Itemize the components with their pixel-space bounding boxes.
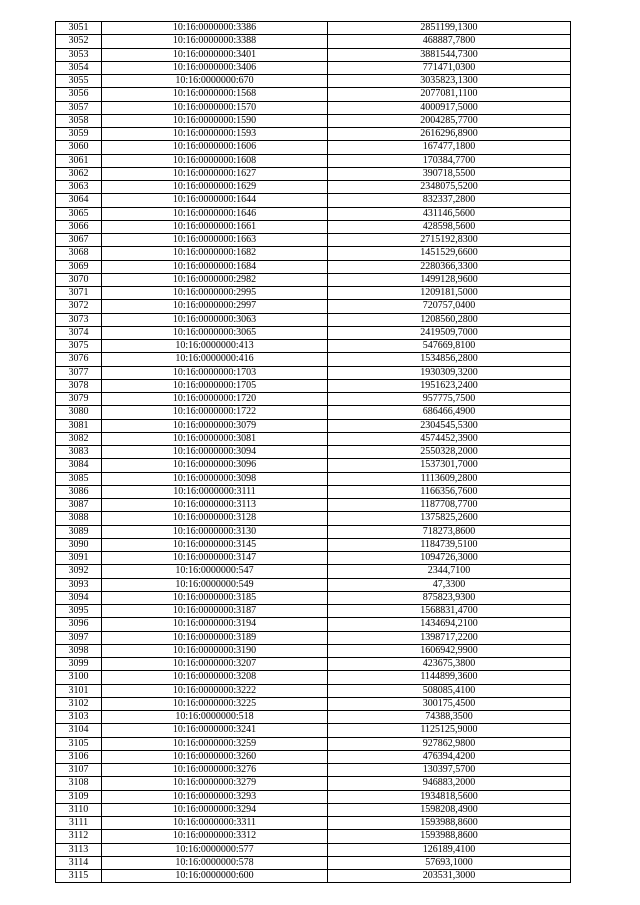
- cadastral-number-cell: 10:16:0000000:3063: [102, 313, 328, 326]
- table-row: [56, 406, 571, 419]
- row-number-cell: 3068: [56, 247, 102, 260]
- value-cell: 3881544,7300: [328, 48, 571, 61]
- value-cell: 1187708,7700: [328, 499, 571, 512]
- value-cell: 1166356,7600: [328, 485, 571, 498]
- table-row: [56, 817, 571, 830]
- row-number-cell: 3077: [56, 366, 102, 379]
- table-row: [56, 538, 571, 551]
- row-number-cell: 3081: [56, 419, 102, 432]
- row-number-cell: 3073: [56, 313, 102, 326]
- cadastral-number-cell: 10:16:0000000:1627: [102, 167, 328, 180]
- row-number-cell: 3061: [56, 154, 102, 167]
- cadastral-number-cell: 10:16:0000000:3187: [102, 605, 328, 618]
- cadastral-number-cell: 10:16:0000000:3145: [102, 538, 328, 551]
- row-number-cell: 3066: [56, 220, 102, 233]
- table-row: [56, 220, 571, 233]
- value-cell: 832337,2800: [328, 194, 571, 207]
- value-cell: 428598,5600: [328, 220, 571, 233]
- cadastral-number-cell: 10:16:0000000:1568: [102, 88, 328, 101]
- value-cell: 927862,9800: [328, 737, 571, 750]
- cadastral-number-cell: 10:16:0000000:578: [102, 856, 328, 869]
- value-cell: 1537301,7000: [328, 459, 571, 472]
- value-cell: 2348075,5200: [328, 181, 571, 194]
- table-row: [56, 260, 571, 273]
- row-number-cell: 3110: [56, 803, 102, 816]
- cadastral-number-cell: 10:16:0000000:518: [102, 711, 328, 724]
- value-cell: 957775,7500: [328, 393, 571, 406]
- cadastral-number-cell: 10:16:0000000:3096: [102, 459, 328, 472]
- cadastral-number-cell: 10:16:0000000:3401: [102, 48, 328, 61]
- cadastral-number-cell: 10:16:0000000:3279: [102, 777, 328, 790]
- value-cell: 771471,0300: [328, 61, 571, 74]
- table-row: [56, 35, 571, 48]
- cadastral-number-cell: 10:16:0000000:3098: [102, 472, 328, 485]
- table-row: [56, 578, 571, 591]
- row-number-cell: 3112: [56, 830, 102, 843]
- table-row: [56, 750, 571, 763]
- row-number-cell: 3054: [56, 61, 102, 74]
- table-row: [56, 313, 571, 326]
- row-number-cell: 3090: [56, 538, 102, 551]
- cadastral-number-cell: 10:16:0000000:1590: [102, 114, 328, 127]
- value-cell: 423675,3800: [328, 658, 571, 671]
- row-number-cell: 3063: [56, 181, 102, 194]
- table-row: [56, 525, 571, 538]
- cadastral-number-cell: 10:16:0000000:3225: [102, 697, 328, 710]
- table-row: [56, 591, 571, 604]
- row-number-cell: 3087: [56, 499, 102, 512]
- value-cell: 47,3300: [328, 578, 571, 591]
- row-number-cell: 3052: [56, 35, 102, 48]
- table-row: [56, 48, 571, 61]
- cadastral-number-cell: 10:16:0000000:3311: [102, 817, 328, 830]
- value-cell: 1568831,4700: [328, 605, 571, 618]
- cadastral-number-cell: 10:16:0000000:2995: [102, 287, 328, 300]
- table-row: [56, 790, 571, 803]
- value-cell: 1451529,6600: [328, 247, 571, 260]
- table-row: [56, 75, 571, 88]
- value-cell: 508085,4100: [328, 684, 571, 697]
- value-cell: 390718,5500: [328, 167, 571, 180]
- cadastral-number-cell: 10:16:0000000:1593: [102, 128, 328, 141]
- row-number-cell: 3057: [56, 101, 102, 114]
- cadastral-number-cell: 10:16:0000000:413: [102, 340, 328, 353]
- cadastral-number-cell: 10:16:0000000:1682: [102, 247, 328, 260]
- value-cell: 720757,0400: [328, 300, 571, 313]
- cadastral-number-cell: 10:16:0000000:3260: [102, 750, 328, 763]
- cadastral-number-cell: 10:16:0000000:416: [102, 353, 328, 366]
- value-cell: 170384,7700: [328, 154, 571, 167]
- table-row: [56, 101, 571, 114]
- table-row: [56, 128, 571, 141]
- table-row: [56, 631, 571, 644]
- cadastral-number-cell: 10:16:0000000:1703: [102, 366, 328, 379]
- value-cell: 3035823,1300: [328, 75, 571, 88]
- value-cell: 2280366,3300: [328, 260, 571, 273]
- cadastral-number-cell: 10:16:0000000:2997: [102, 300, 328, 313]
- cadastral-number-cell: 10:16:0000000:3190: [102, 644, 328, 657]
- cadastral-number-cell: 10:16:0000000:600: [102, 870, 328, 883]
- cadastral-number-cell: 10:16:0000000:3113: [102, 499, 328, 512]
- table-row: [56, 644, 571, 657]
- table-row: [56, 711, 571, 724]
- value-cell: 4574452,3900: [328, 432, 571, 445]
- table-row: [56, 459, 571, 472]
- row-number-cell: 3080: [56, 406, 102, 419]
- table-row: [56, 300, 571, 313]
- table-row: [56, 340, 571, 353]
- table-row: [56, 830, 571, 843]
- table-row: [56, 353, 571, 366]
- table-row: [56, 393, 571, 406]
- value-cell: 1094726,3000: [328, 552, 571, 565]
- cadastral-number-cell: 10:16:0000000:577: [102, 843, 328, 856]
- table-row: [56, 565, 571, 578]
- row-number-cell: 3060: [56, 141, 102, 154]
- table-row: [56, 61, 571, 74]
- table-row: [56, 326, 571, 339]
- value-cell: 1375825,2600: [328, 512, 571, 525]
- row-number-cell: 3055: [56, 75, 102, 88]
- cadastral-number-cell: 10:16:0000000:1606: [102, 141, 328, 154]
- row-number-cell: 3067: [56, 234, 102, 247]
- cadastral-number-cell: 10:16:0000000:3065: [102, 326, 328, 339]
- cadastral-number-cell: 10:16:0000000:1722: [102, 406, 328, 419]
- table-row: [56, 697, 571, 710]
- table-row: [56, 552, 571, 565]
- row-number-cell: 3056: [56, 88, 102, 101]
- row-number-cell: 3079: [56, 393, 102, 406]
- value-cell: 2004285,7700: [328, 114, 571, 127]
- value-cell: 547669,8100: [328, 340, 571, 353]
- row-number-cell: 3101: [56, 684, 102, 697]
- row-number-cell: 3069: [56, 260, 102, 273]
- table-row: [56, 737, 571, 750]
- value-cell: 203531,3000: [328, 870, 571, 883]
- cadastral-number-cell: 10:16:0000000:3189: [102, 631, 328, 644]
- row-number-cell: 3105: [56, 737, 102, 750]
- table-row: [56, 366, 571, 379]
- value-cell: 1113609,2800: [328, 472, 571, 485]
- table-row: [56, 472, 571, 485]
- cadastral-number-cell: 10:16:0000000:3386: [102, 22, 328, 35]
- row-number-cell: 3102: [56, 697, 102, 710]
- table-row: [56, 512, 571, 525]
- row-number-cell: 3103: [56, 711, 102, 724]
- row-number-cell: 3083: [56, 446, 102, 459]
- cadastral-number-cell: 10:16:0000000:3207: [102, 658, 328, 671]
- cadastral-number-cell: 10:16:0000000:1661: [102, 220, 328, 233]
- table-row: [56, 777, 571, 790]
- cadastral-value-table: [55, 21, 571, 883]
- row-number-cell: 3107: [56, 764, 102, 777]
- row-number-cell: 3091: [56, 552, 102, 565]
- table-row: [56, 88, 571, 101]
- table-row: [56, 419, 571, 432]
- row-number-cell: 3094: [56, 591, 102, 604]
- row-number-cell: 3059: [56, 128, 102, 141]
- row-number-cell: 3095: [56, 605, 102, 618]
- row-number-cell: 3076: [56, 353, 102, 366]
- value-cell: 1930309,3200: [328, 366, 571, 379]
- table-row: [56, 154, 571, 167]
- row-number-cell: 3082: [56, 432, 102, 445]
- cadastral-number-cell: 10:16:0000000:3241: [102, 724, 328, 737]
- table-row: [56, 856, 571, 869]
- value-cell: 468887,7800: [328, 35, 571, 48]
- value-cell: 1598208,4900: [328, 803, 571, 816]
- cadastral-number-cell: 10:16:0000000:3294: [102, 803, 328, 816]
- value-cell: 2344,7100: [328, 565, 571, 578]
- value-cell: 2851199,1300: [328, 22, 571, 35]
- cadastral-number-cell: 10:16:0000000:3293: [102, 790, 328, 803]
- value-cell: 167477,1800: [328, 141, 571, 154]
- value-cell: 1208560,2800: [328, 313, 571, 326]
- table-row: [56, 234, 571, 247]
- row-number-cell: 3089: [56, 525, 102, 538]
- row-number-cell: 3106: [56, 750, 102, 763]
- row-number-cell: 3053: [56, 48, 102, 61]
- row-number-cell: 3100: [56, 671, 102, 684]
- cadastral-number-cell: 10:16:0000000:3094: [102, 446, 328, 459]
- table-row: [56, 114, 571, 127]
- value-cell: 1499128,9600: [328, 273, 571, 286]
- table-row: [56, 379, 571, 392]
- value-cell: 1184739,5100: [328, 538, 571, 551]
- value-cell: 1593988,8600: [328, 830, 571, 843]
- cadastral-number-cell: 10:16:0000000:3208: [102, 671, 328, 684]
- table-row: [56, 684, 571, 697]
- row-number-cell: 3065: [56, 207, 102, 220]
- cadastral-number-cell: 10:16:0000000:3222: [102, 684, 328, 697]
- row-number-cell: 3051: [56, 22, 102, 35]
- table-row: [56, 194, 571, 207]
- row-number-cell: 3097: [56, 631, 102, 644]
- row-number-cell: 3074: [56, 326, 102, 339]
- cadastral-number-cell: 10:16:0000000:1644: [102, 194, 328, 207]
- value-cell: 2616296,8900: [328, 128, 571, 141]
- value-cell: 1534856,2800: [328, 353, 571, 366]
- value-cell: 1125125,9000: [328, 724, 571, 737]
- row-number-cell: 3093: [56, 578, 102, 591]
- row-number-cell: 3108: [56, 777, 102, 790]
- row-number-cell: 3114: [56, 856, 102, 869]
- table-row: [56, 671, 571, 684]
- value-cell: 1934818,5600: [328, 790, 571, 803]
- value-cell: 1606942,9900: [328, 644, 571, 657]
- cadastral-number-cell: 10:16:0000000:547: [102, 565, 328, 578]
- value-cell: 1209181,5000: [328, 287, 571, 300]
- cadastral-number-cell: 10:16:0000000:3312: [102, 830, 328, 843]
- value-cell: 1593988,8600: [328, 817, 571, 830]
- row-number-cell: 3078: [56, 379, 102, 392]
- cadastral-number-cell: 10:16:0000000:3194: [102, 618, 328, 631]
- value-cell: 2715192,8300: [328, 234, 571, 247]
- value-cell: 875823,9300: [328, 591, 571, 604]
- table-row: [56, 605, 571, 618]
- value-cell: 2419509,7000: [328, 326, 571, 339]
- table-row: [56, 803, 571, 816]
- row-number-cell: 3058: [56, 114, 102, 127]
- value-cell: 1398717,2200: [328, 631, 571, 644]
- table-row: [56, 764, 571, 777]
- value-cell: 1144899,3600: [328, 671, 571, 684]
- value-cell: 1434694,2100: [328, 618, 571, 631]
- row-number-cell: 3086: [56, 485, 102, 498]
- row-number-cell: 3075: [56, 340, 102, 353]
- table-row: [56, 167, 571, 180]
- value-cell: 4000917,5000: [328, 101, 571, 114]
- cadastral-number-cell: 10:16:0000000:3406: [102, 61, 328, 74]
- row-number-cell: 3088: [56, 512, 102, 525]
- value-cell: 718273,8600: [328, 525, 571, 538]
- row-number-cell: 3115: [56, 870, 102, 883]
- row-number-cell: 3062: [56, 167, 102, 180]
- cadastral-number-cell: 10:16:0000000:3079: [102, 419, 328, 432]
- cadastral-number-cell: 10:16:0000000:1608: [102, 154, 328, 167]
- table-row: [56, 247, 571, 260]
- cadastral-number-cell: 10:16:0000000:3388: [102, 35, 328, 48]
- table-row: [56, 499, 571, 512]
- table-row: [56, 181, 571, 194]
- value-cell: 300175,4500: [328, 697, 571, 710]
- row-number-cell: 3113: [56, 843, 102, 856]
- table-row: [56, 618, 571, 631]
- row-number-cell: 3111: [56, 817, 102, 830]
- row-number-cell: 3071: [56, 287, 102, 300]
- table-row: [56, 287, 571, 300]
- table-row: [56, 207, 571, 220]
- value-cell: 476394,4200: [328, 750, 571, 763]
- value-cell: 130397,5700: [328, 764, 571, 777]
- table-body: [56, 22, 571, 883]
- table-row: [56, 273, 571, 286]
- cadastral-number-cell: 10:16:0000000:3259: [102, 737, 328, 750]
- cadastral-number-cell: 10:16:0000000:1720: [102, 393, 328, 406]
- row-number-cell: 3104: [56, 724, 102, 737]
- table-row: [56, 141, 571, 154]
- cadastral-number-cell: 10:16:0000000:670: [102, 75, 328, 88]
- cadastral-number-cell: 10:16:0000000:3128: [102, 512, 328, 525]
- cadastral-number-cell: 10:16:0000000:3185: [102, 591, 328, 604]
- value-cell: 2304545,5300: [328, 419, 571, 432]
- row-number-cell: 3109: [56, 790, 102, 803]
- row-number-cell: 3084: [56, 459, 102, 472]
- value-cell: 57693,1000: [328, 856, 571, 869]
- cadastral-number-cell: 10:16:0000000:1705: [102, 379, 328, 392]
- value-cell: 74388,3500: [328, 711, 571, 724]
- cadastral-number-cell: 10:16:0000000:3081: [102, 432, 328, 445]
- row-number-cell: 3099: [56, 658, 102, 671]
- row-number-cell: 3096: [56, 618, 102, 631]
- value-cell: 686466,4900: [328, 406, 571, 419]
- table-row: [56, 843, 571, 856]
- table-row: [56, 22, 571, 35]
- cadastral-number-cell: 10:16:0000000:1570: [102, 101, 328, 114]
- table-row: [56, 870, 571, 883]
- cadastral-number-cell: 10:16:0000000:3111: [102, 485, 328, 498]
- table-row: [56, 432, 571, 445]
- row-number-cell: 3072: [56, 300, 102, 313]
- cadastral-number-cell: 10:16:0000000:3147: [102, 552, 328, 565]
- table-row: [56, 446, 571, 459]
- cadastral-number-cell: 10:16:0000000:1646: [102, 207, 328, 220]
- table-row: [56, 658, 571, 671]
- value-cell: 2077081,1100: [328, 88, 571, 101]
- cadastral-number-cell: 10:16:0000000:3130: [102, 525, 328, 538]
- cadastral-number-cell: 10:16:0000000:3276: [102, 764, 328, 777]
- value-cell: 2550328,2000: [328, 446, 571, 459]
- row-number-cell: 3064: [56, 194, 102, 207]
- row-number-cell: 3098: [56, 644, 102, 657]
- value-cell: 431146,5600: [328, 207, 571, 220]
- row-number-cell: 3092: [56, 565, 102, 578]
- cadastral-number-cell: 10:16:0000000:1663: [102, 234, 328, 247]
- value-cell: 1951623,2400: [328, 379, 571, 392]
- cadastral-number-cell: 10:16:0000000:549: [102, 578, 328, 591]
- value-cell: 126189,4100: [328, 843, 571, 856]
- value-cell: 946883,2000: [328, 777, 571, 790]
- row-number-cell: 3070: [56, 273, 102, 286]
- cadastral-number-cell: 10:16:0000000:2982: [102, 273, 328, 286]
- table-row: [56, 724, 571, 737]
- row-number-cell: 3085: [56, 472, 102, 485]
- cadastral-number-cell: 10:16:0000000:1684: [102, 260, 328, 273]
- table-row: [56, 485, 571, 498]
- cadastral-number-cell: 10:16:0000000:1629: [102, 181, 328, 194]
